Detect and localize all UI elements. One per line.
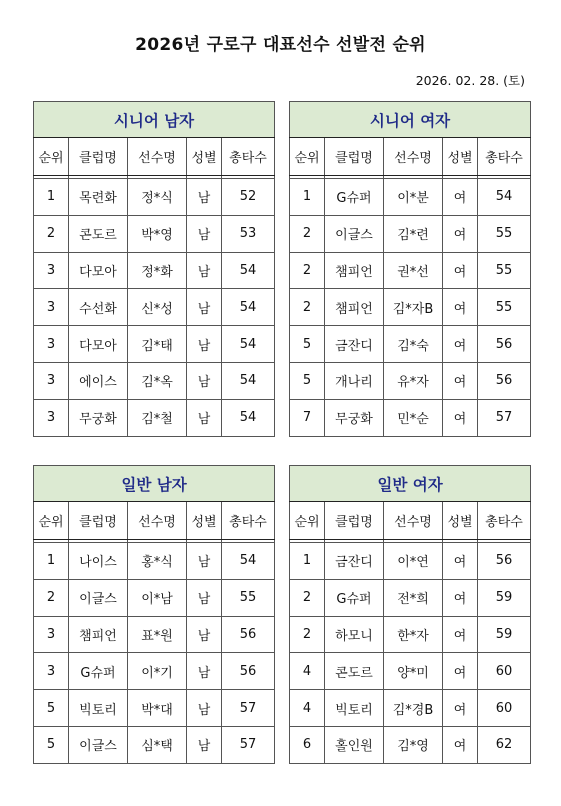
total-strokes-cell: 54 bbox=[222, 252, 275, 289]
gender-cell: 여 bbox=[443, 579, 478, 616]
total-strokes-cell: 55 bbox=[478, 252, 531, 289]
column-header-rank: 순위 bbox=[290, 138, 325, 176]
gender-cell: 여 bbox=[443, 690, 478, 727]
column-header-club: 클럽명 bbox=[69, 502, 128, 540]
player-cell: 신*성 bbox=[128, 289, 187, 326]
table-row bbox=[290, 616, 531, 653]
gender-cell: 남 bbox=[187, 326, 222, 363]
gender-cell: 남 bbox=[187, 252, 222, 289]
club-cell: 다모아 bbox=[69, 252, 128, 289]
player-cell: 김*자B bbox=[384, 289, 443, 326]
total-strokes-cell: 56 bbox=[478, 362, 531, 399]
player-cell: 이*분 bbox=[384, 179, 443, 216]
table-row bbox=[290, 179, 531, 216]
player-cell: 김*철 bbox=[128, 399, 187, 436]
column-header-total-strokes: 총타수 bbox=[222, 138, 275, 176]
player-cell: 김*경B bbox=[384, 690, 443, 727]
club-cell: 챔피언 bbox=[69, 616, 128, 653]
rank-cell: 1 bbox=[290, 543, 325, 580]
club-cell: 무궁화 bbox=[69, 399, 128, 436]
gender-cell: 남 bbox=[187, 215, 222, 252]
total-strokes-cell: 56 bbox=[478, 543, 531, 580]
gender-cell: 여 bbox=[443, 399, 478, 436]
table-row bbox=[34, 690, 275, 727]
player-cell: 홍*식 bbox=[128, 543, 187, 580]
player-cell: 김*옥 bbox=[128, 362, 187, 399]
total-strokes-cell: 54 bbox=[222, 543, 275, 580]
total-strokes-cell: 59 bbox=[478, 616, 531, 653]
rank-cell: 3 bbox=[34, 362, 69, 399]
club-cell: 챔피언 bbox=[325, 252, 384, 289]
table-heading: 시니어 여자 bbox=[290, 102, 531, 138]
rank-cell: 3 bbox=[34, 289, 69, 326]
gender-cell: 여 bbox=[443, 726, 478, 763]
player-cell: 표*원 bbox=[128, 616, 187, 653]
rank-cell: 2 bbox=[34, 579, 69, 616]
total-strokes-cell: 60 bbox=[478, 653, 531, 690]
table-row bbox=[34, 289, 275, 326]
club-cell: 수선화 bbox=[69, 289, 128, 326]
column-header-club: 클럽명 bbox=[325, 502, 384, 540]
column-header-player: 선수명 bbox=[128, 502, 187, 540]
senior-men-table bbox=[33, 101, 275, 437]
total-strokes-cell: 57 bbox=[222, 726, 275, 763]
table-heading: 시니어 남자 bbox=[34, 102, 275, 138]
total-strokes-cell: 52 bbox=[222, 179, 275, 216]
club-cell: 이글스 bbox=[69, 579, 128, 616]
gender-cell: 여 bbox=[443, 543, 478, 580]
column-header-player: 선수명 bbox=[384, 138, 443, 176]
rank-cell: 2 bbox=[34, 215, 69, 252]
player-cell: 전*희 bbox=[384, 579, 443, 616]
club-cell: 에이스 bbox=[69, 362, 128, 399]
rank-cell: 2 bbox=[290, 252, 325, 289]
gender-cell: 남 bbox=[187, 399, 222, 436]
table-row bbox=[290, 543, 531, 580]
club-cell: 개나리 bbox=[325, 362, 384, 399]
total-strokes-cell: 56 bbox=[222, 616, 275, 653]
column-header-club: 클럽명 bbox=[325, 138, 384, 176]
player-cell: 한*자 bbox=[384, 616, 443, 653]
gender-cell: 남 bbox=[187, 289, 222, 326]
club-cell: 이글스 bbox=[69, 726, 128, 763]
rank-cell: 3 bbox=[34, 653, 69, 690]
total-strokes-cell: 55 bbox=[222, 579, 275, 616]
table-row bbox=[34, 543, 275, 580]
total-strokes-cell: 59 bbox=[478, 579, 531, 616]
club-cell: 나이스 bbox=[69, 543, 128, 580]
rank-cell: 1 bbox=[290, 179, 325, 216]
total-strokes-cell: 54 bbox=[222, 362, 275, 399]
player-cell: 정*식 bbox=[128, 179, 187, 216]
senior-women-table bbox=[289, 101, 531, 437]
column-header-rank: 순위 bbox=[34, 138, 69, 176]
gender-cell: 여 bbox=[443, 252, 478, 289]
column-header-rank: 순위 bbox=[290, 502, 325, 540]
table-row bbox=[290, 362, 531, 399]
rank-cell: 2 bbox=[290, 579, 325, 616]
column-header-total-strokes: 총타수 bbox=[478, 502, 531, 540]
gender-cell: 남 bbox=[187, 362, 222, 399]
club-cell: G슈퍼 bbox=[325, 179, 384, 216]
column-header-club: 클럽명 bbox=[69, 138, 128, 176]
table-row bbox=[34, 399, 275, 436]
table-row bbox=[290, 579, 531, 616]
gender-cell: 여 bbox=[443, 326, 478, 363]
table-row bbox=[34, 179, 275, 216]
rank-cell: 5 bbox=[34, 690, 69, 727]
total-strokes-cell: 53 bbox=[222, 215, 275, 252]
club-cell: 콘도르 bbox=[69, 215, 128, 252]
club-cell: 금잔디 bbox=[325, 543, 384, 580]
player-cell: 민*순 bbox=[384, 399, 443, 436]
table-row bbox=[290, 399, 531, 436]
table-row bbox=[290, 326, 531, 363]
table-row bbox=[34, 252, 275, 289]
player-cell: 권*선 bbox=[384, 252, 443, 289]
player-cell: 박*대 bbox=[128, 690, 187, 727]
column-header-gender: 성별 bbox=[443, 502, 478, 540]
gender-cell: 여 bbox=[443, 616, 478, 653]
gender-cell: 여 bbox=[443, 362, 478, 399]
total-strokes-cell: 55 bbox=[478, 215, 531, 252]
player-cell: 박*영 bbox=[128, 215, 187, 252]
gender-cell: 남 bbox=[187, 616, 222, 653]
table-row bbox=[290, 653, 531, 690]
column-header-rank: 순위 bbox=[34, 502, 69, 540]
gender-cell: 남 bbox=[187, 543, 222, 580]
club-cell: G슈퍼 bbox=[325, 579, 384, 616]
table-row bbox=[34, 215, 275, 252]
player-cell: 정*화 bbox=[128, 252, 187, 289]
page-title: 2026년 구로구 대표선수 선발전 순위 bbox=[135, 35, 426, 55]
column-header-gender: 성별 bbox=[187, 502, 222, 540]
club-cell: 다모아 bbox=[69, 326, 128, 363]
club-cell: 챔피언 bbox=[325, 289, 384, 326]
club-cell: 하모니 bbox=[325, 616, 384, 653]
club-cell: 목련화 bbox=[69, 179, 128, 216]
column-header-gender: 성별 bbox=[187, 138, 222, 176]
rank-cell: 3 bbox=[34, 326, 69, 363]
rank-cell: 3 bbox=[34, 616, 69, 653]
event-date: 2026. 02. 28. (토) bbox=[415, 73, 525, 88]
rank-cell: 2 bbox=[290, 215, 325, 252]
table-row bbox=[34, 653, 275, 690]
total-strokes-cell: 55 bbox=[478, 289, 531, 326]
table-row bbox=[290, 289, 531, 326]
rank-cell: 5 bbox=[290, 326, 325, 363]
table-row bbox=[34, 616, 275, 653]
club-cell: 빅토리 bbox=[69, 690, 128, 727]
table-row bbox=[290, 215, 531, 252]
table-row bbox=[290, 690, 531, 727]
gender-cell: 여 bbox=[443, 289, 478, 326]
club-cell: 이글스 bbox=[325, 215, 384, 252]
total-strokes-cell: 56 bbox=[222, 653, 275, 690]
rank-cell: 4 bbox=[290, 690, 325, 727]
column-header-player: 선수명 bbox=[128, 138, 187, 176]
rank-cell: 5 bbox=[290, 362, 325, 399]
gender-cell: 남 bbox=[187, 579, 222, 616]
rank-cell: 5 bbox=[34, 726, 69, 763]
club-cell: 빅토리 bbox=[325, 690, 384, 727]
rank-cell: 3 bbox=[34, 399, 69, 436]
table-heading: 일반 여자 bbox=[290, 466, 531, 502]
club-cell: G슈퍼 bbox=[69, 653, 128, 690]
column-header-player: 선수명 bbox=[384, 502, 443, 540]
club-cell: 금잔디 bbox=[325, 326, 384, 363]
player-cell: 유*자 bbox=[384, 362, 443, 399]
table-row bbox=[34, 362, 275, 399]
player-cell: 김*숙 bbox=[384, 326, 443, 363]
player-cell: 양*미 bbox=[384, 653, 443, 690]
general-men-table bbox=[33, 465, 275, 764]
total-strokes-cell: 54 bbox=[222, 399, 275, 436]
club-cell: 무궁화 bbox=[325, 399, 384, 436]
club-cell: 홀인원 bbox=[325, 726, 384, 763]
column-header-total-strokes: 총타수 bbox=[222, 502, 275, 540]
total-strokes-cell: 54 bbox=[478, 179, 531, 216]
total-strokes-cell: 60 bbox=[478, 690, 531, 727]
table-row bbox=[34, 579, 275, 616]
general-women-table bbox=[289, 465, 531, 764]
player-cell: 이*남 bbox=[128, 579, 187, 616]
gender-cell: 여 bbox=[443, 653, 478, 690]
gender-cell: 남 bbox=[187, 690, 222, 727]
player-cell: 김*태 bbox=[128, 326, 187, 363]
table-row bbox=[290, 252, 531, 289]
table-row bbox=[290, 726, 531, 763]
table-row bbox=[34, 326, 275, 363]
rank-cell: 2 bbox=[290, 289, 325, 326]
table-row bbox=[34, 726, 275, 763]
column-header-total-strokes: 총타수 bbox=[478, 138, 531, 176]
rank-cell: 3 bbox=[34, 252, 69, 289]
total-strokes-cell: 54 bbox=[222, 326, 275, 363]
gender-cell: 여 bbox=[443, 215, 478, 252]
table-heading: 일반 남자 bbox=[34, 466, 275, 502]
player-cell: 김*련 bbox=[384, 215, 443, 252]
gender-cell: 남 bbox=[187, 726, 222, 763]
rank-cell: 1 bbox=[34, 179, 69, 216]
gender-cell: 남 bbox=[187, 653, 222, 690]
total-strokes-cell: 57 bbox=[478, 399, 531, 436]
player-cell: 김*영 bbox=[384, 726, 443, 763]
total-strokes-cell: 57 bbox=[222, 690, 275, 727]
total-strokes-cell: 56 bbox=[478, 326, 531, 363]
gender-cell: 여 bbox=[443, 179, 478, 216]
rank-cell: 1 bbox=[34, 543, 69, 580]
gender-cell: 남 bbox=[187, 179, 222, 216]
total-strokes-cell: 54 bbox=[222, 289, 275, 326]
column-header-gender: 성별 bbox=[443, 138, 478, 176]
player-cell: 이*연 bbox=[384, 543, 443, 580]
club-cell: 콘도르 bbox=[325, 653, 384, 690]
rank-cell: 6 bbox=[290, 726, 325, 763]
rank-cell: 4 bbox=[290, 653, 325, 690]
player-cell: 이*기 bbox=[128, 653, 187, 690]
total-strokes-cell: 62 bbox=[478, 726, 531, 763]
player-cell: 심*택 bbox=[128, 726, 187, 763]
rank-cell: 2 bbox=[290, 616, 325, 653]
rank-cell: 7 bbox=[290, 399, 325, 436]
